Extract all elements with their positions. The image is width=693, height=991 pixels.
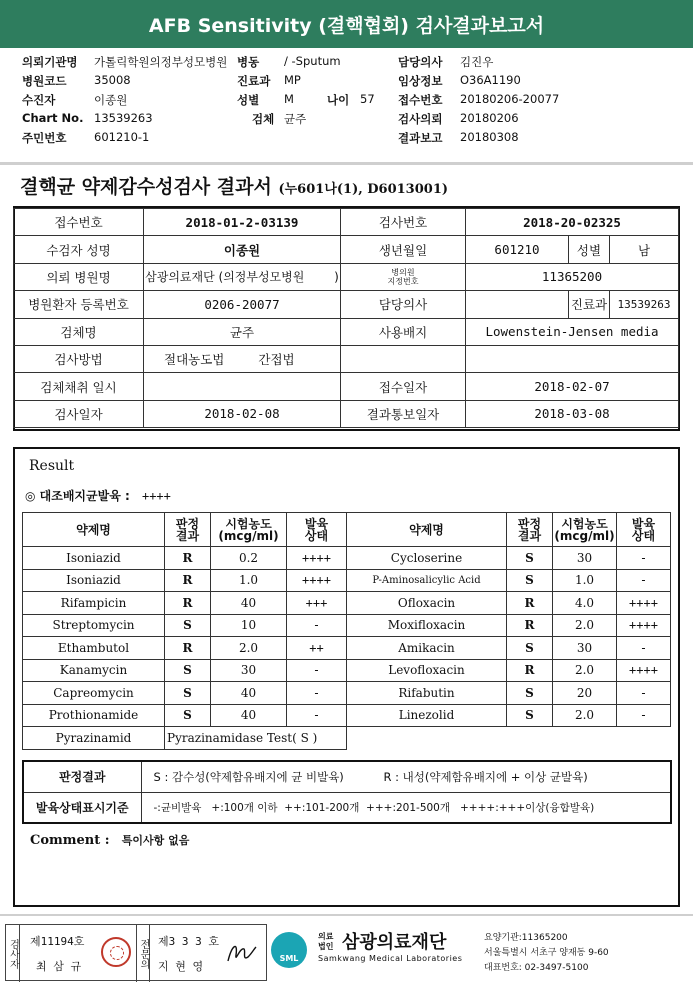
patient-name-label: 수검자 성명 (14, 236, 144, 263)
doctor-value: 김진우 (460, 55, 494, 69)
table-row (14, 209, 679, 236)
received-date-value: 2018-02-07 (466, 373, 679, 400)
legend-table (22, 760, 672, 824)
chart-value: 13539263 (94, 111, 153, 125)
susceptibility-table (22, 512, 671, 750)
birthdate-value: 601210 (466, 236, 569, 263)
test-concentration: 2.0 (553, 614, 617, 637)
clinical-label: 임상정보 (398, 74, 443, 88)
table-row (14, 373, 679, 400)
receipt-no-label: 접수번호 (14, 209, 144, 236)
col-conc: 시험농도 (mcg/ml) (553, 513, 617, 547)
hospital-code-label: 병원코드 (22, 74, 67, 88)
table-row (23, 569, 671, 592)
sex-value: M (284, 92, 294, 106)
table-row (23, 614, 671, 637)
test-concentration: 1.0 (553, 569, 617, 592)
growth-legend-text: -:균비발육 +:100개 이하 ++:101-200개 +++:201-500개 ++++:+++이상(융합발육) (141, 792, 671, 823)
notice-date-value: 2018-03-08 (466, 400, 679, 427)
test-concentration: 0.2 (211, 547, 287, 570)
test-concentration: 4.0 (553, 592, 617, 615)
specimen-name-label: 검체명 (14, 318, 144, 345)
judge-result: S (507, 569, 553, 592)
judge-result: S (165, 614, 211, 637)
org-tag: 의료법인 (318, 932, 334, 951)
drug-name: Ethambutol (23, 637, 165, 660)
test-concentration: 40 (211, 682, 287, 705)
hospital-name-text: 삼광의료재단 (의정부성모병원 (145, 270, 305, 285)
patient-label: 수진자 (22, 93, 56, 107)
drug-name: P-Aminosalicylic Acid (347, 569, 507, 592)
registration-no-value: 0206-20077 (144, 291, 341, 318)
table-header-row (23, 513, 671, 547)
growth-status: - (287, 682, 347, 705)
table-row (23, 792, 671, 823)
table-row (23, 727, 671, 750)
growth-status: ++++ (287, 569, 347, 592)
examiner-label: 검사자 (6, 925, 20, 982)
test-concentration: 30 (211, 659, 287, 682)
result-title: Result (29, 458, 75, 474)
method-value (144, 345, 341, 372)
drug-name: Amikacin (347, 637, 507, 660)
drug-name: Prothionamide (23, 704, 165, 727)
test-no-value: 2018-20-02325 (466, 209, 679, 236)
request-info (22, 54, 682, 150)
specimen-label: 검체 (252, 112, 275, 126)
table-row (14, 345, 679, 372)
empty-cell (347, 727, 671, 750)
drug-name: Cycloserine (347, 547, 507, 570)
judge-result: R (507, 659, 553, 682)
growth-status: - (287, 659, 347, 682)
growth-status: - (617, 682, 671, 705)
test-no-label: 검사번호 (341, 209, 466, 236)
org-phone: 대표번호: 02-3497-5100 (484, 963, 589, 973)
sex-label: 성별 (237, 93, 260, 107)
received-date-label: 접수일자 (341, 373, 466, 400)
hospital-id-label (341, 263, 466, 290)
sex-label: 성별 (569, 236, 610, 263)
growth-status: +++ (287, 592, 347, 615)
control-growth-value: ++++ (141, 489, 171, 503)
judge-legend-s: S : 감수성(약제함유배지에 균 비발육) (153, 769, 344, 784)
divider (0, 162, 693, 165)
col-growth: 발육 상태 (617, 513, 671, 547)
judge-result: R (507, 592, 553, 615)
col-conc: 시험농도 (mcg/ml) (211, 513, 287, 547)
birthdate-label: 생년월일 (341, 236, 466, 263)
hospital-name-value (144, 263, 341, 290)
doctor-label: 담당의사 (398, 55, 443, 69)
attending-doctor-value (466, 291, 569, 318)
document-subtitle: (누601나(1), D6013001) (278, 182, 449, 197)
examiner-seal-icon (101, 937, 131, 967)
test-date-label: 검사일자 (14, 400, 144, 427)
control-growth-label: ◎ 대조배지균발육 : (25, 489, 130, 503)
drug-name: Rifabutin (347, 682, 507, 705)
request-date-label: 검사의뢰 (398, 112, 443, 126)
empty-cell (466, 345, 679, 372)
ward-value: / -Sputum (284, 54, 341, 68)
growth-status: - (617, 637, 671, 660)
notice-date-label: 결과통보일자 (341, 400, 466, 427)
growth-status: - (287, 704, 347, 727)
clinical-value: O36A1190 (460, 73, 521, 87)
table-row (23, 659, 671, 682)
method-indirect: 간접법 (258, 352, 295, 368)
drug-name: Moxifloxacin (347, 614, 507, 637)
department-value: 13539263 (610, 291, 679, 318)
org-address: 서울특별시 서초구 양재동 9-60 (484, 948, 609, 958)
collection-date-value (144, 373, 341, 400)
judge-legend-r: R : 내성(약제함유배지에 + 이상 균발육) (383, 769, 588, 784)
col-judge: 판정 결과 (165, 513, 211, 547)
hospital-code-value: 35008 (94, 73, 131, 87)
test-concentration: 40 (211, 704, 287, 727)
age-label: 나이 (327, 93, 350, 107)
specialist-license: 제3 3 3 호 (158, 935, 219, 948)
drug-name: Linezolid (347, 704, 507, 727)
table-row (14, 400, 679, 427)
receipt-label: 접수번호 (398, 93, 443, 107)
empty-cell (341, 345, 466, 372)
growth-status: - (287, 614, 347, 637)
judge-result: R (165, 547, 211, 570)
judge-result: S (507, 637, 553, 660)
growth-status: ++++ (617, 614, 671, 637)
collection-date-label: 검체채취 일시 (14, 373, 144, 400)
hospital-name-label: 의뢰 병원명 (14, 263, 144, 290)
judge-result: S (507, 682, 553, 705)
org-english-name: Samkwang Medical Laboratories (318, 954, 463, 963)
footer (0, 924, 693, 984)
growth-status: - (617, 569, 671, 592)
divider (0, 914, 693, 916)
test-concentration: 2.0 (553, 659, 617, 682)
hospital-name-close: ) (334, 270, 339, 285)
test-concentration: 2.0 (553, 704, 617, 727)
chart-label: Chart No. (22, 111, 84, 125)
table-row (23, 761, 671, 792)
registration-no-label: 병원환자 등록번호 (14, 291, 144, 318)
test-date-value: 2018-02-08 (144, 400, 341, 427)
report-date-value: 20180308 (460, 130, 519, 144)
test-concentration: 2.0 (211, 637, 287, 660)
report-title-bar (0, 0, 693, 48)
judge-result: R (165, 592, 211, 615)
test-concentration: 30 (553, 637, 617, 660)
department-label: 진료과 (569, 291, 610, 318)
table-row (14, 263, 679, 290)
drug-name: Levofloxacin (347, 659, 507, 682)
report-title: AFB Sensitivity (결핵협회) 검사결과보고서 (148, 14, 545, 37)
resident-label: 주민번호 (22, 131, 67, 145)
patient-name-value: 이종원 (144, 236, 341, 263)
col-drug: 약제명 (347, 513, 507, 547)
examiner-license: 제11194호 (30, 935, 85, 948)
growth-status: - (617, 704, 671, 727)
col-judge: 판정 결과 (507, 513, 553, 547)
attending-doctor-label: 담당의사 (341, 291, 466, 318)
comment-value: 특이사항 없음 (121, 834, 190, 847)
col-drug: 약제명 (23, 513, 165, 547)
specimen-name-value: 균주 (144, 318, 341, 345)
table-row (23, 682, 671, 705)
drug-name: Rifampicin (23, 592, 165, 615)
growth-status: ++ (287, 637, 347, 660)
drug-name: Streptomycin (23, 614, 165, 637)
patient-table (13, 208, 679, 428)
org-name: 삼광의료재단 (342, 932, 447, 953)
patient-value: 이종원 (94, 93, 128, 107)
judge-result: S (165, 682, 211, 705)
test-concentration: 30 (553, 547, 617, 570)
dept-label: 진료과 (237, 74, 271, 88)
growth-legend-label: 발육상태표시기준 (23, 792, 141, 823)
org-code: 요양기관:11365200 (484, 933, 568, 943)
age-value: 57 (360, 92, 375, 106)
requester-label: 의뢰기관명 (22, 55, 78, 69)
drug-name: Kanamycin (23, 659, 165, 682)
judge-result: S (507, 547, 553, 570)
judge-result: S (165, 659, 211, 682)
test-concentration: 10 (211, 614, 287, 637)
examiner-name: 최 삼 규 (36, 960, 82, 973)
request-date-value: 20180206 (460, 111, 519, 125)
method-label: 검사방법 (14, 345, 144, 372)
comment (30, 832, 189, 848)
document-title (20, 172, 448, 199)
receipt-no-value: 2018-01-2-03139 (144, 209, 341, 236)
growth-status: ++++ (617, 659, 671, 682)
medium-value: Lowenstein-Jensen media (466, 318, 679, 345)
table-row (14, 236, 679, 263)
table-row (23, 704, 671, 727)
logo-text: SML (279, 954, 299, 963)
sml-logo-icon (271, 932, 307, 968)
drug-name: Ofloxacin (347, 592, 507, 615)
resident-value: 601210-1 (94, 130, 150, 144)
hospital-id-label-line1: 병의원 (391, 267, 415, 277)
sex-value: 남 (610, 236, 679, 263)
control-growth (25, 487, 171, 504)
table-row (23, 592, 671, 615)
ward-label: 병동 (237, 55, 260, 69)
judge-result: R (165, 569, 211, 592)
comment-label: Comment : (30, 833, 110, 848)
method-absolute: 절대농도법 (164, 352, 225, 368)
receipt-value: 20180206-20077 (460, 92, 560, 106)
drug-name: Isoniazid (23, 569, 165, 592)
signature-box (5, 924, 267, 981)
growth-status: ++++ (287, 547, 347, 570)
judge-result: S (165, 704, 211, 727)
growth-status: ++++ (617, 592, 671, 615)
table-row (14, 318, 679, 345)
signature-icon (224, 935, 260, 971)
pyrazinamidase-test: Pyrazinamidase Test( S ) (165, 727, 347, 750)
judge-legend-label: 판정결과 (23, 761, 141, 792)
drug-name: Isoniazid (23, 547, 165, 570)
dept-value: MP (284, 73, 301, 87)
report-date-label: 결과보고 (398, 131, 443, 145)
specialist-name: 지 현 영 (158, 960, 204, 973)
table-row (23, 637, 671, 660)
test-concentration: 40 (211, 592, 287, 615)
table-row (23, 547, 671, 570)
requester-value: 가톨릭학원의정부성모병원 (94, 55, 228, 69)
growth-status: - (617, 547, 671, 570)
drug-name: Pyrazinamid (23, 727, 165, 750)
judge-result: R (165, 637, 211, 660)
drug-name: Capreomycin (23, 682, 165, 705)
hospital-id-label-line2: 지정번호 (387, 276, 419, 286)
judge-result: S (507, 704, 553, 727)
table-row (14, 291, 679, 318)
test-concentration: 20 (553, 682, 617, 705)
col-growth: 발육 상태 (287, 513, 347, 547)
document-title-text: 결핵균 약제감수성검사 결과서 (20, 176, 272, 198)
judge-result: R (507, 614, 553, 637)
judge-legend-text (141, 761, 671, 792)
test-concentration: 1.0 (211, 569, 287, 592)
specimen-value: 균주 (284, 112, 307, 126)
hospital-id-value: 11365200 (466, 263, 679, 290)
medium-label: 사용배지 (341, 318, 466, 345)
specialist-label: 전문의 (136, 925, 150, 982)
